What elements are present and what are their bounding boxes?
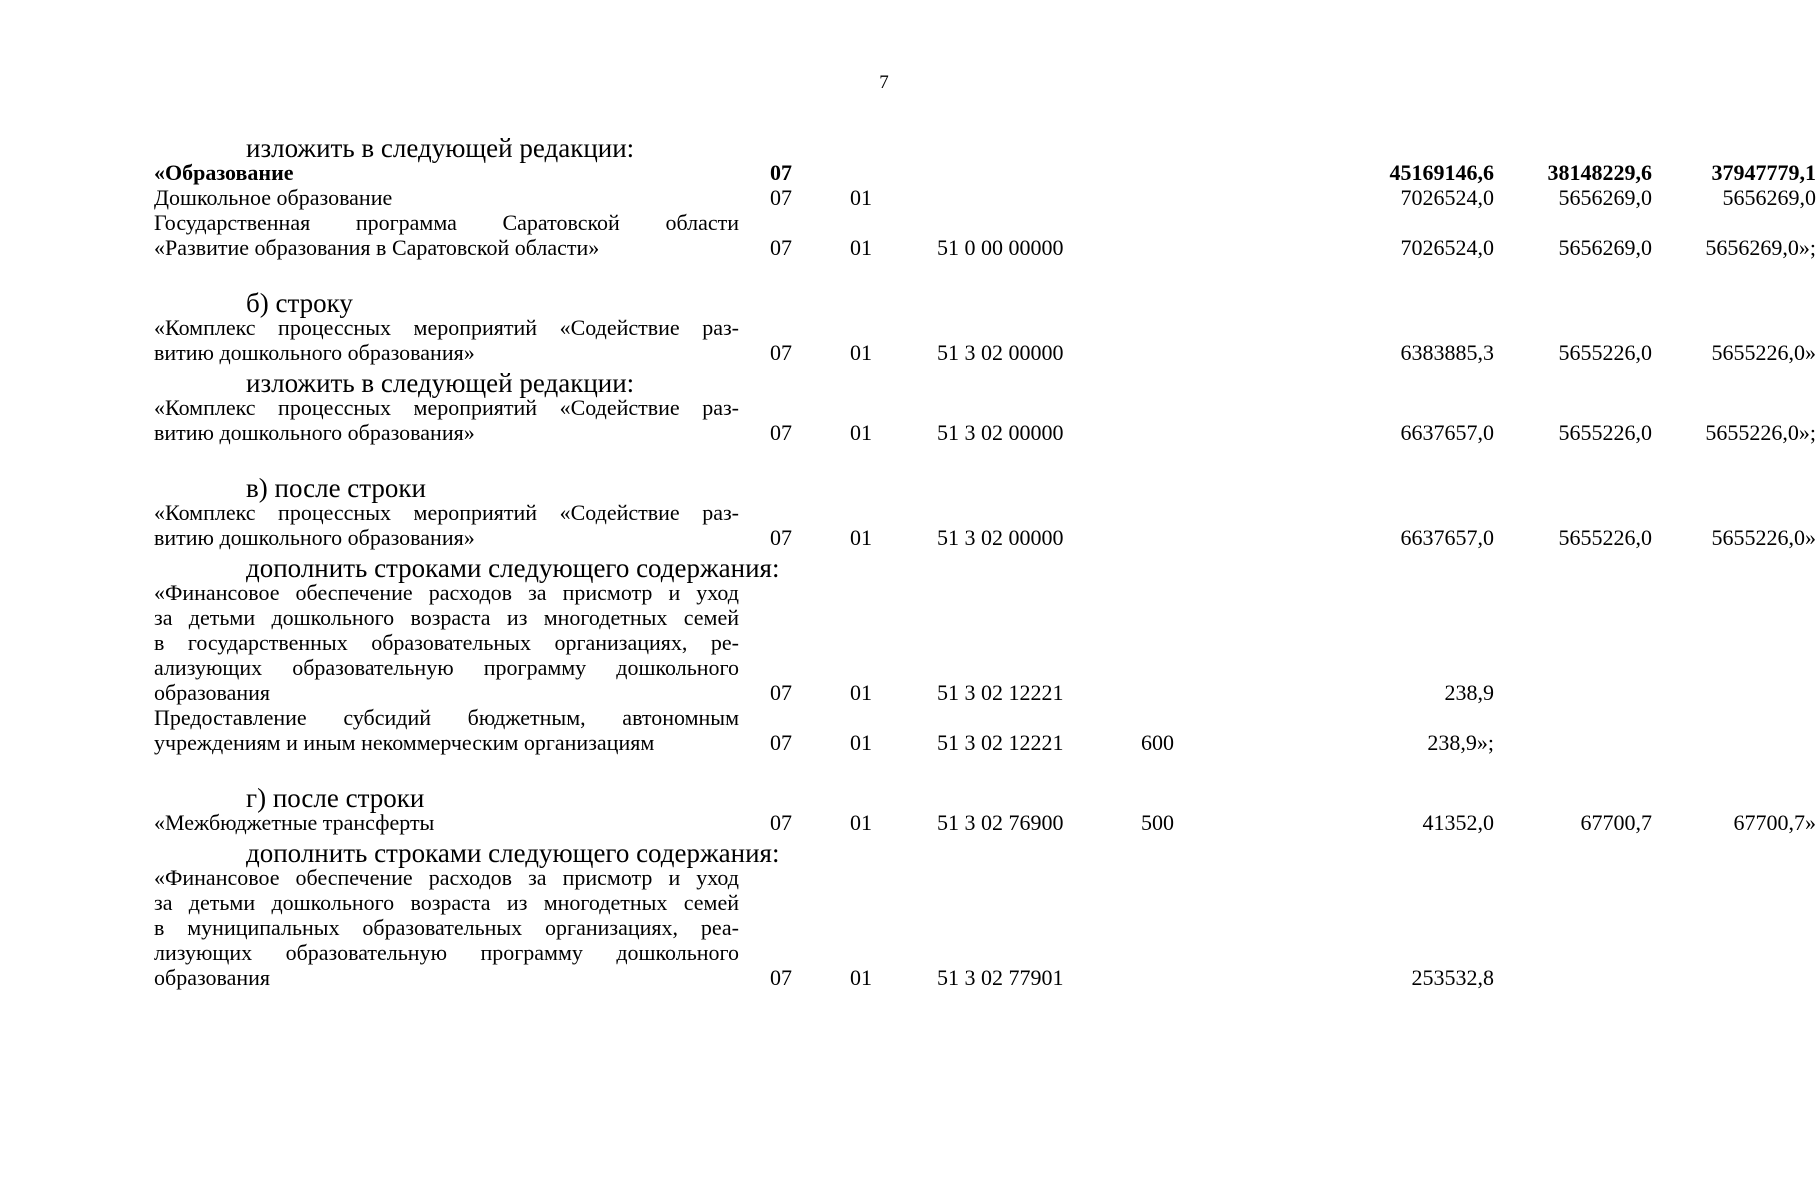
row-value-2024: 238,9 bbox=[1444, 680, 1494, 705]
description-line: «Комплекс процессных мероприятий «Содействие раз- bbox=[154, 500, 739, 525]
row-razdel: 07 bbox=[770, 965, 792, 990]
description-line: образования bbox=[154, 680, 271, 705]
row-description bbox=[154, 500, 739, 550]
description-line: в муниципальных образовательных организациях, реа- bbox=[154, 915, 739, 940]
row-value-2024: 238,9»; bbox=[1427, 730, 1494, 755]
row-target-article: 51 3 02 76900 bbox=[937, 810, 1064, 835]
description-line: за детьми дошкольного возраста из многодетных семей bbox=[154, 890, 739, 915]
row-value-2025: 67700,7 bbox=[1580, 810, 1652, 835]
row-target-article: 51 3 02 00000 bbox=[937, 340, 1064, 365]
description-line: Дошкольное образование bbox=[154, 185, 393, 210]
row-target-article: 51 0 00 00000 bbox=[937, 235, 1064, 260]
description-line: лизующих образовательную программу дошкольного bbox=[154, 940, 739, 965]
row-target-article: 51 3 02 12221 bbox=[937, 730, 1064, 755]
page-number: 7 bbox=[879, 72, 889, 93]
row-podrazdel: 01 bbox=[850, 680, 872, 705]
description-line: Государственная программа Саратовской области bbox=[154, 210, 739, 235]
row-value-2024: 6637657,0 bbox=[1400, 525, 1494, 550]
description-line: «Комплекс процессных мероприятий «Содействие раз- bbox=[154, 315, 739, 340]
row-value-2024: 253532,8 bbox=[1411, 965, 1494, 990]
row-razdel: 07 bbox=[770, 185, 792, 210]
description-line: «Развитие образования в Саратовской области» bbox=[154, 235, 600, 260]
description-line: витию дошкольного образования» bbox=[154, 420, 475, 445]
row-podrazdel: 01 bbox=[850, 235, 872, 260]
table-row bbox=[154, 865, 1664, 990]
row-value-2024: 41352,0 bbox=[1422, 810, 1494, 835]
table-row bbox=[154, 810, 1816, 835]
row-value-2026: 5655226,0» bbox=[1711, 525, 1816, 550]
row-razdel: 07 bbox=[770, 160, 792, 185]
row-value-2024: 7026524,0 bbox=[1400, 185, 1494, 210]
row-value-2025: 38148229,6 bbox=[1547, 160, 1652, 185]
row-value-2026: 5655226,0»; bbox=[1705, 420, 1816, 445]
row-description bbox=[154, 315, 739, 365]
row-razdel: 07 bbox=[770, 680, 792, 705]
row-target-article: 51 3 02 00000 bbox=[937, 525, 1064, 550]
table-row bbox=[154, 705, 1664, 755]
row-target-article: 51 3 02 12221 bbox=[937, 680, 1064, 705]
description-line: за детьми дошкольного возраста из многодетных семей bbox=[154, 605, 739, 630]
row-razdel: 07 bbox=[770, 420, 792, 445]
section-instruction: изложить в следующей редакции: bbox=[246, 133, 635, 163]
row-value-2025: 5656269,0 bbox=[1558, 185, 1652, 210]
row-description bbox=[154, 580, 739, 705]
row-razdel: 07 bbox=[770, 525, 792, 550]
row-description bbox=[154, 185, 739, 210]
description-line: витию дошкольного образования» bbox=[154, 340, 475, 365]
row-expense-type: 500 bbox=[1141, 810, 1174, 835]
table-row bbox=[154, 315, 1816, 365]
row-value-2026: 5655226,0» bbox=[1711, 340, 1816, 365]
row-value-2026: 5656269,0»; bbox=[1705, 235, 1816, 260]
section-instruction: изложить в следующей редакции: bbox=[246, 368, 635, 398]
row-target-article: 51 3 02 77901 bbox=[937, 965, 1064, 990]
section-instruction: б) строку bbox=[246, 288, 353, 318]
row-razdel: 07 bbox=[770, 730, 792, 755]
row-podrazdel: 01 bbox=[850, 185, 872, 210]
row-podrazdel: 01 bbox=[850, 340, 872, 365]
row-value-2025: 5655226,0 bbox=[1558, 420, 1652, 445]
table-row bbox=[154, 160, 1816, 185]
description-line: «Финансовое обеспечение расходов за присмотр и уход bbox=[154, 865, 739, 890]
table-row bbox=[154, 395, 1816, 445]
row-value-2025: 5655226,0 bbox=[1558, 340, 1652, 365]
row-razdel: 07 bbox=[770, 340, 792, 365]
row-razdel: 07 bbox=[770, 810, 792, 835]
description-line: «Образование bbox=[154, 160, 294, 185]
description-line: «Межбюджетные трансферты bbox=[154, 810, 435, 835]
row-podrazdel: 01 bbox=[850, 525, 872, 550]
row-value-2024: 6637657,0 bbox=[1400, 420, 1494, 445]
row-value-2025: 5655226,0 bbox=[1558, 525, 1652, 550]
description-line: образования bbox=[154, 965, 271, 990]
row-value-2026: 67700,7» bbox=[1733, 810, 1816, 835]
row-podrazdel: 01 bbox=[850, 810, 872, 835]
row-description bbox=[154, 810, 739, 835]
row-description bbox=[154, 210, 739, 260]
row-podrazdel: 01 bbox=[850, 965, 872, 990]
row-target-article: 51 3 02 00000 bbox=[937, 420, 1064, 445]
description-line: Предоставление субсидий бюджетным, автономным bbox=[154, 705, 739, 730]
section-instruction: г) после строки bbox=[246, 783, 425, 813]
row-value-2024: 6383885,3 bbox=[1400, 340, 1494, 365]
description-line: ализующих образовательную программу дошкольного bbox=[154, 655, 739, 680]
row-podrazdel: 01 bbox=[850, 420, 872, 445]
row-description bbox=[154, 865, 739, 990]
section-instruction: дополнить строками следующего содержания: bbox=[246, 553, 780, 583]
description-line: учреждениям и иным некоммерческим организациям bbox=[154, 730, 655, 755]
row-expense-type: 600 bbox=[1141, 730, 1174, 755]
row-razdel: 07 bbox=[770, 235, 792, 260]
description-line: витию дошкольного образования» bbox=[154, 525, 475, 550]
row-description bbox=[154, 160, 739, 185]
table-row bbox=[154, 185, 1816, 210]
row-value-2024: 45169146,6 bbox=[1389, 160, 1494, 185]
table-row bbox=[154, 580, 1664, 705]
table-row bbox=[154, 500, 1816, 550]
row-value-2025: 5656269,0 bbox=[1558, 235, 1652, 260]
section-instruction: в) после строки bbox=[246, 473, 426, 503]
description-line: «Финансовое обеспечение расходов за присмотр и уход bbox=[154, 580, 739, 605]
description-line: в государственных образовательных организациях, ре- bbox=[154, 630, 739, 655]
table-row bbox=[154, 210, 1816, 260]
row-value-2024: 7026524,0 bbox=[1400, 235, 1494, 260]
row-description bbox=[154, 705, 739, 755]
row-value-2026: 37947779,1 bbox=[1711, 160, 1816, 185]
section-instruction: дополнить строками следующего содержания: bbox=[246, 838, 780, 868]
row-description bbox=[154, 395, 739, 445]
row-value-2026: 5656269,0 bbox=[1722, 185, 1816, 210]
description-line: «Комплекс процессных мероприятий «Содействие раз- bbox=[154, 395, 739, 420]
row-podrazdel: 01 bbox=[850, 730, 872, 755]
